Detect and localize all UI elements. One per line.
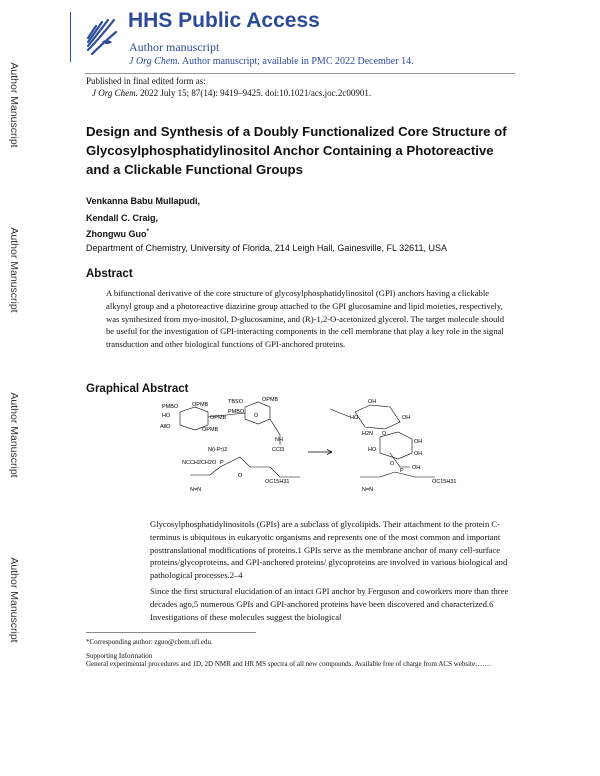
structure-label: HO — [368, 447, 377, 453]
published-label: Published in final edited form as: — [86, 76, 206, 86]
structure-label: OC15H31 — [265, 479, 290, 485]
structure-label: H2N — [362, 431, 374, 437]
abstract-heading: Abstract — [86, 268, 133, 280]
publication-volume-doi: 2022 July 15; 87(14): 9419–9425. doi:10.1021/acs.joc.2c00901. — [137, 88, 372, 98]
structure-label: HO — [350, 415, 359, 421]
publication-details — [92, 88, 371, 98]
structure-label: PMBO — [228, 409, 245, 415]
structure-label: OC15H31 — [432, 479, 457, 485]
structure-label: OPMB — [210, 415, 227, 421]
structure-label: OPMB — [192, 402, 209, 408]
availability-citation — [129, 56, 414, 67]
side-label: Author Manuscript — [8, 392, 20, 478]
supporting-info-text: General experimental procedures and 1D, 2D NMR and HR MS spectra of all new compounds. Available free of charge from ACS website……. — [86, 660, 491, 668]
structure-label: NH — [275, 437, 283, 443]
structure-label: O — [390, 461, 395, 467]
structure-label: OH — [412, 465, 421, 471]
structure-label: CCl3 — [272, 447, 285, 453]
side-label: Author Manuscript — [8, 62, 20, 148]
manuscript-type: Author manuscript — [129, 40, 220, 54]
structure-label: N=N — [362, 487, 374, 493]
side-label: Author Manuscript — [8, 557, 20, 643]
structure-label: O — [254, 413, 259, 419]
header-rule — [85, 73, 515, 74]
corresponding-author-name: Zhongwu Guo — [86, 229, 147, 239]
structure-label: NCCH2CH2O — [182, 460, 217, 466]
structure-label: OPMB — [202, 427, 219, 433]
structure-label: O — [238, 473, 243, 479]
body-paragraph-2: Since the first structural elucidation of an intact GPI anchor by Ferguson and coworkers more than three decades ago,5 numerous GPIs and GPI-anchored proteins have been discovered and characterized.6 Investigations of these molecules suggest the biological — [150, 586, 509, 622]
structure-label: HO — [162, 413, 171, 419]
hhs-eagle-logo — [80, 12, 122, 60]
footnote-rule — [86, 632, 256, 633]
structure-label: PMBO — [162, 404, 179, 410]
corresponding-footnote: *Corresponding author: zguo@chem.ufl.edu. — [86, 638, 213, 646]
structure-label: N(i-Pr)2 — [208, 447, 228, 453]
structure-label: OH — [368, 399, 377, 405]
article-title: Design and Synthesis of a Doubly Functionalized Core Structure of Glycosylphosphatidylinositol Anchor Containing a Photoreactive and a Clickable Functional Groups — [86, 124, 507, 177]
structure-label: AllO — [160, 424, 171, 430]
body-paragraph-1: Glycosylphosphatidylinositols (GPIs) are a subclass of glycolipids. Their attachment to the protein C-terminus is ubiquitous in eukaryotic organisms and represents one of the most common and important posttranslational modifications of proteins.1 GPIs serve as the membrane anchor of many cell-surface proteins/glycoproteins, and GPI-anchored proteins/ glycoproteins are involved in various biological and pathological processes.2–4 — [150, 519, 508, 581]
hhs-title: HHS Public Access — [128, 9, 320, 32]
supporting-info-heading: Supporting Information — [86, 652, 153, 660]
citation-availability: Author manuscript; available in PMC 2022 December 14. — [180, 56, 414, 67]
structure-label: P — [220, 460, 224, 466]
structure-label: OH — [414, 451, 423, 457]
author-name: Venkanna Babu Mullapudi, — [86, 196, 201, 206]
structure-label: OH — [402, 415, 411, 421]
corresponding-mark: * — [146, 229, 149, 235]
graphical-abstract-figure — [150, 397, 500, 507]
author-name — [86, 229, 149, 239]
abstract-text: A bifunctional derivative of the core structure of glycosylphosphatidylinositol (GPI) anchors having a clickable alkynyl group and a photoreactive diazirine group attached to the GPI glucosamine and lipid moieties, respectively, was synthesized from myo-inositol, D-glucosamine, and (R)-1,2-O-acetonized glycerol. The target molecule should be useful for the investigation of GPI-interacting components in the cell membrane that play a key role in the signal transduction and other biological functions of GPI-anchored proteins. — [106, 288, 504, 350]
structure-label: TBSO — [228, 399, 243, 405]
structure-label: O — [382, 431, 387, 437]
graphical-abstract-heading: Graphical Abstract — [86, 383, 189, 395]
structure-label: OPMB — [262, 397, 279, 403]
side-label: Author Manuscript — [8, 227, 20, 313]
citation-journal: J Org Chem. — [129, 56, 181, 67]
structure-label: OH — [414, 439, 423, 445]
header-divider — [70, 12, 71, 62]
structure-label: P — [400, 468, 404, 474]
structure-label: N=N — [190, 487, 202, 493]
publication-journal: J Org Chem. — [92, 88, 138, 98]
affiliation: Department of Chemistry, University of Florida, 214 Leigh Hall, Gainesville, FL 32611, USA — [86, 243, 447, 253]
author-name: Kendall C. Craig, — [86, 213, 159, 223]
